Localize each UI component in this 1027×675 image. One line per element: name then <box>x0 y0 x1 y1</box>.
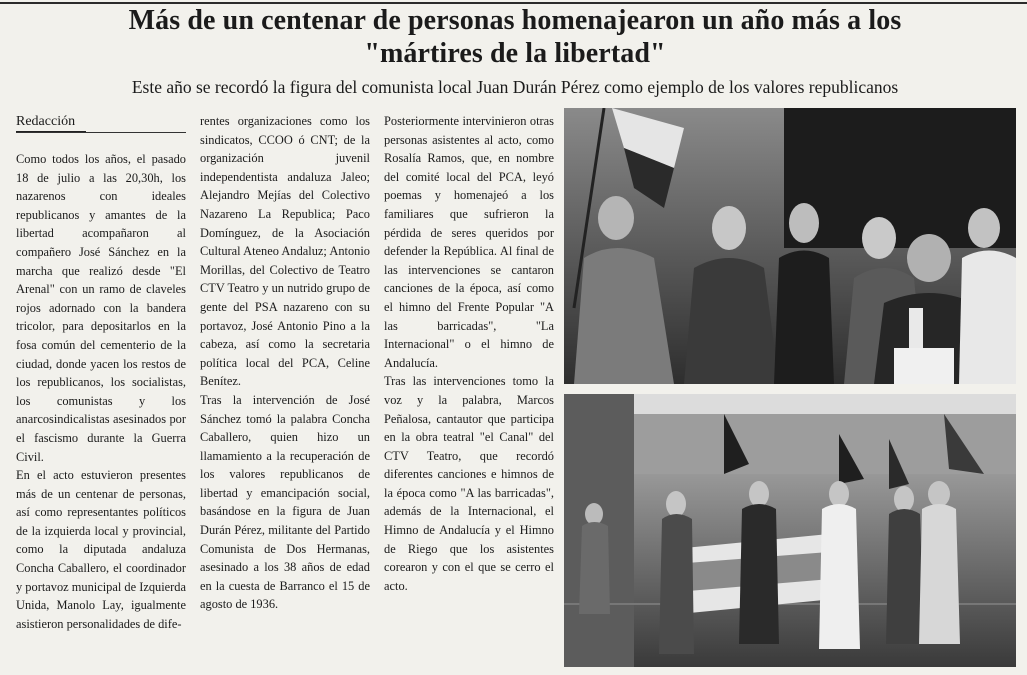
paragraph: En el acto estuvieron presentes más de un centenar de personas, así como representantes políticos de la izquierda local y provincial, como la diputada andaluza Concha Caballero, el coordinador y portavoz municipal de Izquierda Unida, Manolo Lay, igualmente asistieron personalidades de dife- <box>16 468 186 631</box>
headline <box>60 4 970 70</box>
paragraph: Posteriormente intervinieron otras personas asistentes al acto, como Rosalía Ramos, que, en nombre del comité local del PCA, leyó poemas y homenajeó a los familiares que sufrieron la pérdida de seres queridos por defender la República. Al final de las intervenciones se cantaron canciones de la época, así como el himno del Frente Popular "A las barricadas", "La Internacional" o el himno de Andalucía. <box>384 114 554 370</box>
photo-speaker <box>564 108 1016 384</box>
article-column-3 <box>384 112 554 595</box>
byline: Redacción <box>16 113 86 132</box>
subheadline: Este año se recordó la figura del comunista local Juan Durán Pérez como ejemplo de los valores republicanos <box>131 77 899 97</box>
photo-speaker-crowd-icon <box>564 108 1016 384</box>
paragraph: rentes organizaciones como los sindicatos, CCOO ó CNT; de la organización juvenil independentista andaluza Jaleo; Alejandro Mejías del Colectivo Nazareno La Republica; Paco Domínguez, de la Asociación Cultural Ateneo Andaluz; Antonio Morillas, del Colectivo de Teatro CTV Teatro y un nutrido grupo de gente del PSA nazareno con su portavoz, José Antonio Pino a la cabeza, así como la secretaria política local del PCA, Celine Benítez. <box>200 114 370 389</box>
headline-line-1: Más de un centenar de personas homenajearon un año más a los <box>128 5 902 36</box>
paragraph: Tras la intervención de José Sánchez tomó la palabra Concha Caballero, quien hizo un llamamiento a la recuperación de los valores republicanos de libertad y emancipación social, basándose en la figura de Juan Durán Pérez, militante del Partido Comunista de Dos Hermanas, asesinado a los 38 años de edad en la cuesta de Barranco el 15 de agosto de 1936. <box>200 392 370 612</box>
photo-march-flags-icon <box>564 394 1016 667</box>
paragraph: Como todos los años, el pasado 18 de julio a las 20,30h, los nazarenos con ideales republicanos y amantes de la libertad acompañaron al compañero José Sánchez en la marcha que realizó desde "El Arenal" con un ramo de claveles rojos adornado con la bandera tricolor, para depositarlos en la fosa común del cementerio de la ciudad, donde yacen los restos de los republicanos, los socialistas, los comunistas y los anarcosindicalistas asesinados por el fascismo durante la Guerra Civil. <box>16 152 186 464</box>
paragraph: Tras las intervenciones tomo la voz y la palabra, Marcos Peñalosa, cantautor que participa en la obra teatral "el Canal" del CTV Teatro, que recordó diferentes canciones e himnos de la época como "A las barricadas", además de la Internacional, el Himno de Andalucía y el Himno de Riego que los asistentes corearon y con el que se cerro el acto. <box>384 374 554 593</box>
headline-line-2: "mártires de la libertad" <box>364 38 666 69</box>
byline-rule <box>16 132 186 133</box>
article-column-1 <box>16 150 186 633</box>
photo-march <box>564 394 1016 667</box>
article-column-2 <box>200 112 370 614</box>
